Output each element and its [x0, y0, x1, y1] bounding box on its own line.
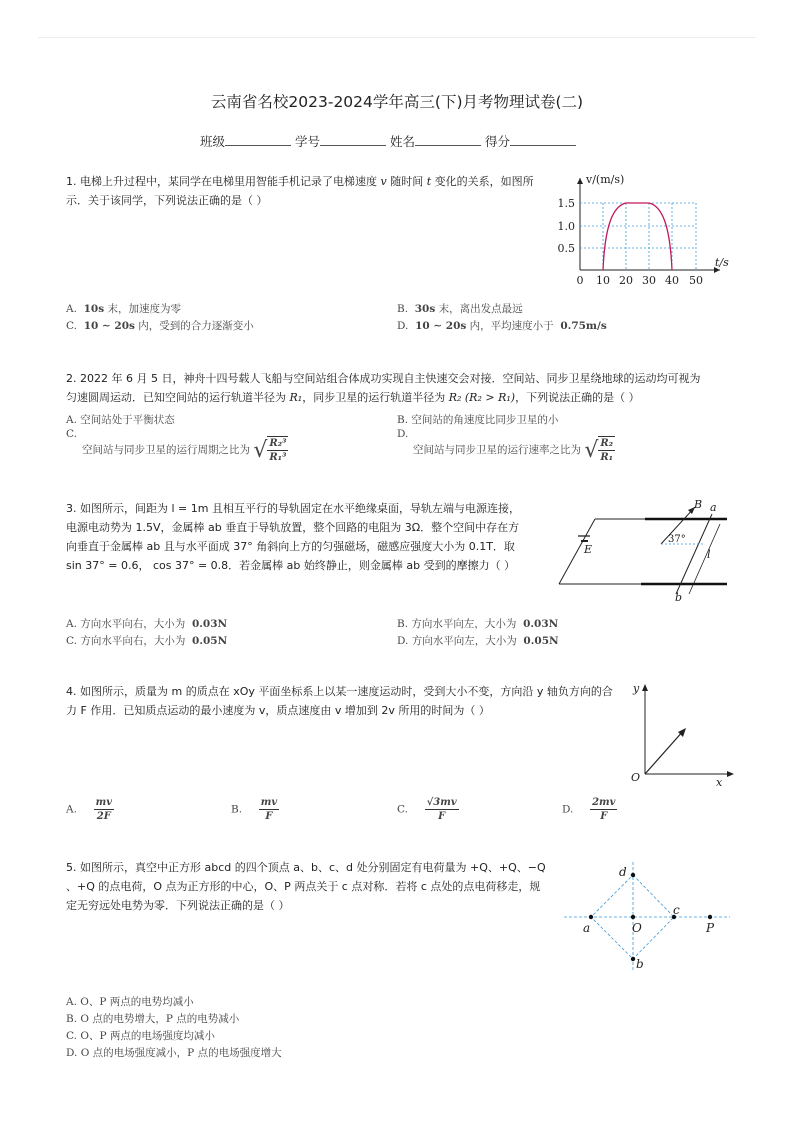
q2-d-sqrt-icon: √ — [584, 437, 599, 463]
q5-option-c[interactable]: C. O、P 两点的电场强度均减小 — [66, 1030, 215, 1042]
class-label: 班级 — [200, 134, 226, 149]
q1-var-v: v — [380, 175, 387, 188]
q4-option-c[interactable] — [397, 796, 459, 823]
question-2-stem — [66, 369, 746, 407]
q5-label-b: b — [636, 957, 644, 971]
q2-line2-a: 匀速圆周运动．已知空间站的运行轨道半径为 — [66, 391, 286, 404]
q4-line-1: 4. 如图所示，质量为 m 的质点在 xOy 平面坐标系上以某一速度运动时，受到大小不变，方向沿 y 轴负方向的合 — [66, 685, 613, 698]
q5-label-d: d — [619, 865, 627, 879]
q5-point-b — [631, 957, 635, 961]
q3-rail-diagram — [555, 498, 735, 606]
q4-label-y: y — [633, 682, 640, 695]
q4-a-fraction — [94, 796, 114, 823]
q1-xtick-20: 20 — [619, 274, 633, 287]
q4-d-fraction — [590, 796, 617, 823]
q1-xtick-30: 30 — [642, 274, 656, 287]
score-blank[interactable] — [510, 133, 576, 146]
question-4-stem — [66, 682, 636, 720]
q5-option-a[interactable]: A. O、P 两点的电势均减小 — [66, 996, 194, 1008]
q4-b-fraction — [259, 796, 279, 823]
q2-c-text: 空间站与同步卫星的运行周期之比为 — [82, 444, 250, 456]
q2-c-sqrt-icon: √ — [253, 437, 268, 463]
q3-label-b: b — [675, 591, 683, 604]
page-title: 云南省名校2023-2024学年高三(下)月考物理试卷(二) — [210, 93, 584, 111]
q1-y-arrow — [577, 178, 583, 184]
name-blank[interactable] — [415, 133, 481, 146]
q2-option-c[interactable] — [66, 428, 287, 463]
q1-vt-graph — [555, 170, 735, 290]
q4-d-label: D. — [562, 803, 574, 816]
q2-option-d[interactable] — [397, 428, 614, 463]
q3-option-a[interactable] — [66, 616, 227, 631]
q3-label-e: E — [584, 543, 593, 556]
q3-line-3: 向垂直于金属棒 ab 且与水平面成 37° 角斜向上方的匀强磁场，磁感应强度大小为 0.1T．取 — [66, 540, 515, 553]
q4-d-num: 2mv — [592, 797, 616, 808]
q5-label-p: P — [706, 921, 715, 935]
q1-text-a: 1. 电梯上升过程中，某同学在电梯里用智能手机记录了电梯速度 — [66, 175, 377, 188]
q5-point-a — [589, 915, 593, 919]
q1-xtick-40: 40 — [665, 274, 679, 287]
q1-xlabel: t/s — [715, 256, 729, 269]
q3-label-b-field: B — [694, 498, 703, 511]
q5-option-b[interactable]: B. O 点的电势增大，P 点的电势减小 — [66, 1013, 240, 1025]
q4-label-x: x — [716, 776, 723, 789]
q4-c-label: C. — [397, 803, 408, 816]
q2-d-den: R₁ — [600, 452, 614, 463]
id-label: 学号 — [295, 134, 321, 149]
q4-d-den: F — [600, 811, 608, 822]
header-divider — [38, 37, 756, 38]
q1-d-label: D. — [397, 320, 409, 332]
q3-a-text: A. 方向水平向右，大小为 — [66, 618, 186, 630]
question-3-stem — [66, 499, 551, 575]
q2-option-b[interactable]: B. 空间站的角速度比同步卫星的小 — [397, 414, 559, 426]
q2-d-fraction — [598, 436, 615, 464]
name-label: 姓名 — [390, 134, 416, 149]
q1-text-b: 随时间 — [390, 175, 424, 188]
q4-label-o: O — [631, 771, 641, 784]
q4-line-2: 力 F 作用．已知质点运动的最小速度为 v，质点速度由 v 增加到 2v 所用的时间为（ ） — [66, 704, 490, 717]
q2-option-a[interactable]: A. 空间站处于平衡状态 — [66, 414, 175, 426]
question-1-stem — [66, 172, 551, 210]
q2-c-label: C. — [66, 428, 77, 440]
q2-line-2 — [66, 388, 746, 407]
q5-square-diagram — [562, 860, 732, 980]
q5-point-p — [708, 915, 712, 919]
q1-ytick-3: 0.5 — [557, 242, 575, 255]
q3-d-text: D. 方向水平向左，大小为 — [397, 635, 517, 647]
q3-d-value: 0.05N — [523, 635, 559, 647]
q3-b-text: B. 方向水平向左，大小为 — [397, 618, 517, 630]
q4-option-b[interactable] — [231, 796, 279, 823]
q4-c-num: √3mv — [426, 797, 457, 808]
q5-line-2: 、+Q 的点电荷，O 点为正方形的中心，O、P 两点关于 c 点对称．若将 c 点处的点电荷移走，规 — [66, 880, 541, 893]
q4-option-d[interactable] — [562, 796, 617, 823]
q1-c-label: C. — [66, 320, 77, 332]
q5-point-o — [631, 915, 635, 919]
student-info-row — [200, 132, 576, 150]
id-blank[interactable] — [320, 133, 386, 146]
q5-label-c: c — [673, 903, 680, 917]
q1-text-c: 变化的关系，如图所示．关于该同学，下列说法正确的是（ ） — [66, 175, 534, 207]
q1-d-value2: 0.75m/s — [560, 320, 607, 332]
q2-c-fraction — [267, 436, 288, 464]
q1-b-text: 末，离出发点最远 — [438, 303, 523, 315]
q1-d-value: 10 ∼ 20s — [415, 320, 467, 332]
q1-d-text: 内，平均速度小于 — [469, 320, 554, 332]
q2-r1: R₁ — [289, 391, 303, 404]
q3-label-l: l — [707, 548, 711, 561]
q1-a-value: 10s — [83, 303, 105, 315]
q3-line-1: 3. 如图所示，间距为 l = 1m 且相互平行的导轨固定在水平绝缘桌面，导轨左端与电源连接， — [66, 502, 520, 515]
q4-a-label: A. — [66, 803, 77, 816]
q1-option-b[interactable] — [397, 301, 523, 316]
q1-xtick-10: 10 — [596, 274, 610, 287]
q3-option-b[interactable] — [397, 616, 558, 631]
q5-label-o: O — [632, 921, 642, 935]
q4-velocity-vector — [645, 730, 684, 774]
q1-ytick-1: 1.5 — [557, 197, 575, 210]
q1-b-label: B. — [397, 303, 409, 315]
q1-c-text: 内，受到的合力逐渐变小 — [138, 320, 254, 332]
q2-d-num: R₂ — [600, 438, 614, 449]
q1-velocity-curve — [603, 203, 672, 270]
q2-c-den: R₁³ — [269, 452, 287, 463]
q2-line-1: 2. 2022 年 6 月 5 日，神舟十四号载人飞船与空间站组合体成功实现自主快速交会对接．空间站、同步卫星绕地球的运动均可视为 — [66, 372, 701, 385]
q2-r2: R₂ (R₂ > R₁) — [448, 391, 516, 404]
q3-b-value: 0.03N — [523, 618, 559, 630]
q2-d-label: D. — [397, 428, 409, 440]
q5-label-a: a — [583, 921, 591, 935]
q4-a-num: mv — [95, 797, 113, 808]
q1-ytick-2: 1.0 — [557, 220, 575, 233]
q3-line-4: sin 37° = 0.6， cos 37° = 0.8．若金属棒 ab 始终静止，则金属棒 ab 受到的摩擦力（ ） — [66, 559, 516, 572]
q5-point-d — [631, 873, 635, 877]
q5-line-1: 5. 如图所示，真空中正方形 abcd 的四个顶点 a、b、c、d 处分别固定有电荷量为 +Q、+Q、−Q — [66, 861, 546, 874]
q1-xtick-50: 50 — [689, 274, 703, 287]
q4-y-arrow — [642, 684, 648, 691]
q1-a-label: A. — [66, 303, 77, 315]
q3-label-a: a — [710, 501, 717, 514]
q2-c-num: R₂³ — [269, 438, 287, 449]
q4-axes-diagram — [628, 680, 738, 790]
q1-a-text: 末，加速度为零 — [107, 303, 181, 315]
q1-option-d[interactable] — [397, 318, 607, 333]
q5-line-3: 定无穷远处电势为零．下列说法正确的是（ ） — [66, 899, 290, 912]
question-5-stem — [66, 858, 561, 915]
q4-c-den: F — [438, 811, 446, 822]
q4-a-den: 2F — [96, 811, 111, 822]
q4-option-a[interactable] — [66, 796, 114, 823]
q2-d-text: 空间站与同步卫星的运行速率之比为 — [413, 444, 581, 456]
q3-label-angle: 37° — [668, 534, 686, 545]
class-blank[interactable] — [225, 133, 291, 146]
q3-line-2: 电源电动势为 1.5V，金属棒 ab 垂直于导轨放置，整个回路的电阻为 3Ω．整个空间中存在方 — [66, 521, 520, 534]
q1-b-value: 30s — [414, 303, 436, 315]
q2-line2-b: ，同步卫星的运行轨道半径为 — [302, 391, 446, 404]
q2-line2-c: ，下列说法正确的是（ ） — [515, 391, 640, 404]
q1-c-value: 10 ∼ 20s — [83, 320, 135, 332]
q3-c-value: 0.05N — [192, 635, 228, 647]
q3-option-c[interactable] — [66, 633, 227, 648]
q1-ylabel: v/(m/s) — [586, 173, 625, 186]
q1-xtick-0: 0 — [576, 274, 584, 287]
q5-option-d[interactable]: D. O 点的电场强度减小，P 点的电场强度增大 — [66, 1047, 282, 1059]
q4-b-num: mv — [260, 797, 278, 808]
q4-b-den: F — [265, 811, 273, 822]
q3-a-value: 0.03N — [191, 618, 228, 630]
q4-c-fraction — [425, 796, 459, 823]
q4-x-arrow — [727, 771, 734, 777]
q1-var-t: t — [426, 175, 432, 188]
q1-option-a[interactable] — [66, 301, 181, 316]
q3-option-d[interactable] — [397, 633, 559, 648]
q3-c-text: C. 方向水平向右，大小为 — [66, 635, 186, 647]
score-label: 得分 — [485, 134, 511, 149]
q4-b-label: B. — [231, 803, 243, 816]
q1-option-c[interactable] — [66, 318, 254, 333]
